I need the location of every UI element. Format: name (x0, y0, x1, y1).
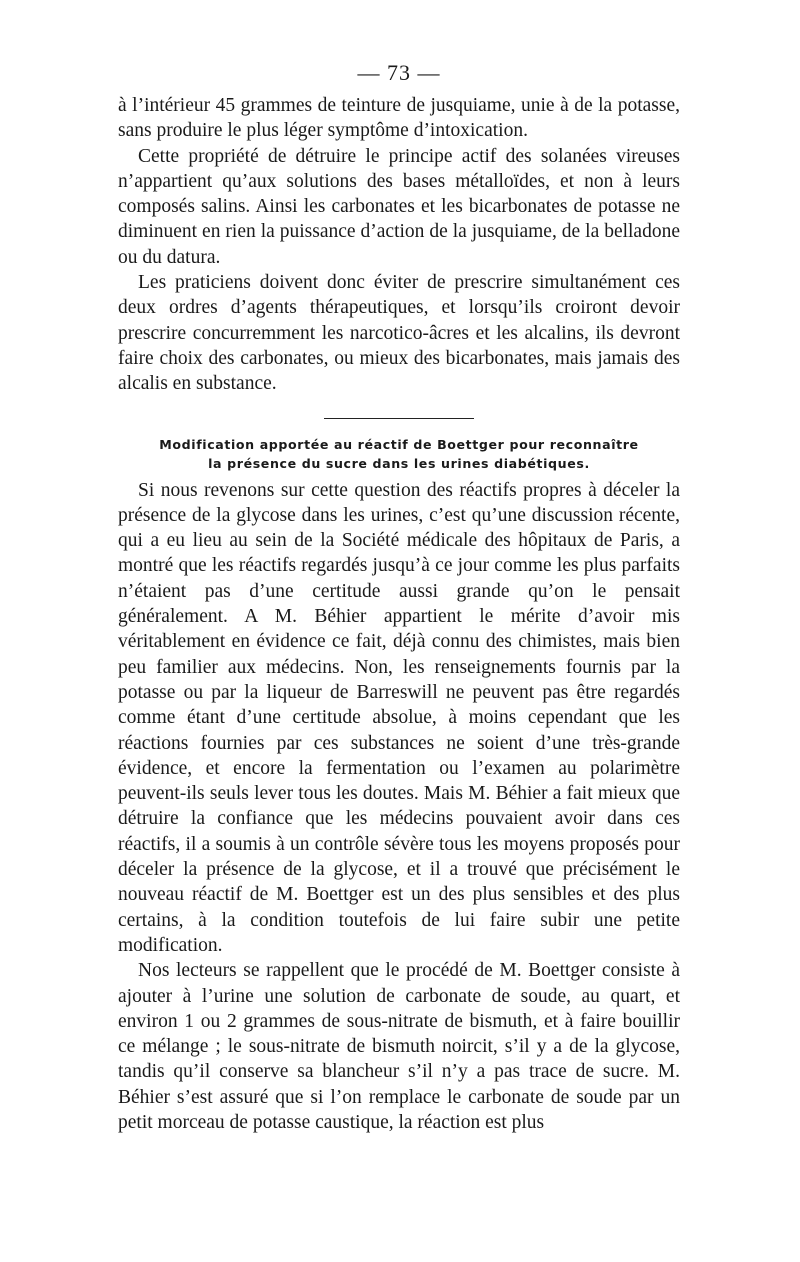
book-page (118, 58, 680, 1135)
paragraph-reactifs: Si nous revenons sur cette question des réactifs propres à déceler la présence de la glycose dans les urines, c’est qu’une discussion récente, qui a eu lieu au sein de la Société médicale des hôpitaux de Paris, a montré que les réactifs regardés jusqu’à ce jour comme les plus parfaits n’étaient pas d’une certitude aussi grande qu’on le pensait généralement. A M. Béhier appartient le mérite d’avoir mis véritablement en évidence ce fait, déjà connu des chimistes, mais bien peu familier aux médecins. Non, les renseignements fournis par la potasse ou par la liqueur de Barreswill ne peuvent pas être regardés comme étant d’une certitude absolue, à moins cependant que les réactions fournies par ces substances ne soient d’une très-grande évidence, et encore la fermentation ou l’examen au polarimètre peuvent-ils seuls lever tous les doutes. Mais M. Béhier a fait mieux que détruire la confiance que les médecins pouvaient avoir dans ces réactifs, il a soumis à un contrôle sévère tous les moyens proposés pour déceler la présence de la glycose, et il a trouvé que précisément le nouveau réactif de M. Boettger est un des plus sensibles et des plus certains, à la condition toutefois de lui faire subir une petite modification. (118, 479, 680, 956)
paragraph-praticiens: Les praticiens doivent donc éviter de prescrire simultanément ces deux ordres d’agents thérapeutiques, et lorsqu’ils croiront devoir prescrire concurremment les narcotico-âcres et les alcalins, ils devront faire choix des carbonates, ou mieux des bicarbonates, mais jamais des alcalis en substance. (118, 272, 680, 395)
paragraph-solanees: Cette propriété de détruire le principe actif des solanées vireuses n’appartient qu’aux solutions des bases métalloïdes, et non à leurs composés salins. Ainsi les carbonates et les bicarbonates de potasse ne diminuent en rien la puissance d’action de la jusquiame, de la belladone ou du datura. (118, 145, 680, 268)
paragraph-continuation: à l’intérieur 45 grammes de teinture de jusquiame, unie à de la potasse, sans produire le plus léger symptôme d’intoxication. (118, 95, 680, 142)
page-number: — 73 — (357, 60, 441, 85)
section-heading (118, 435, 680, 473)
section-heading-line-2: la présence du sucre dans les urines diabétiques. (208, 455, 590, 471)
section-divider (324, 418, 474, 419)
paragraph-procede-boettger: Nos lecteurs se rappellent que le procédé de M. Boettger consiste à ajouter à l’urine une solution de carbonate de soude, au quart, et environ 1 ou 2 grammes de sous-nitrate de bismuth, et à faire bouillir ce mélange ; le sous-nitrate de bismuth noircit, s’il y a de la glycose, tandis qu’il conserve sa blancheur s’il n’y a pas trace de sucre. M. Béhier s’est assuré que si l’on remplace le carbonate de soude par un petit morceau de potasse caustique, la réaction est plus (118, 960, 680, 1133)
section-heading-line-1: Modification apportée au réactif de Boettger pour reconnaître (159, 436, 639, 452)
